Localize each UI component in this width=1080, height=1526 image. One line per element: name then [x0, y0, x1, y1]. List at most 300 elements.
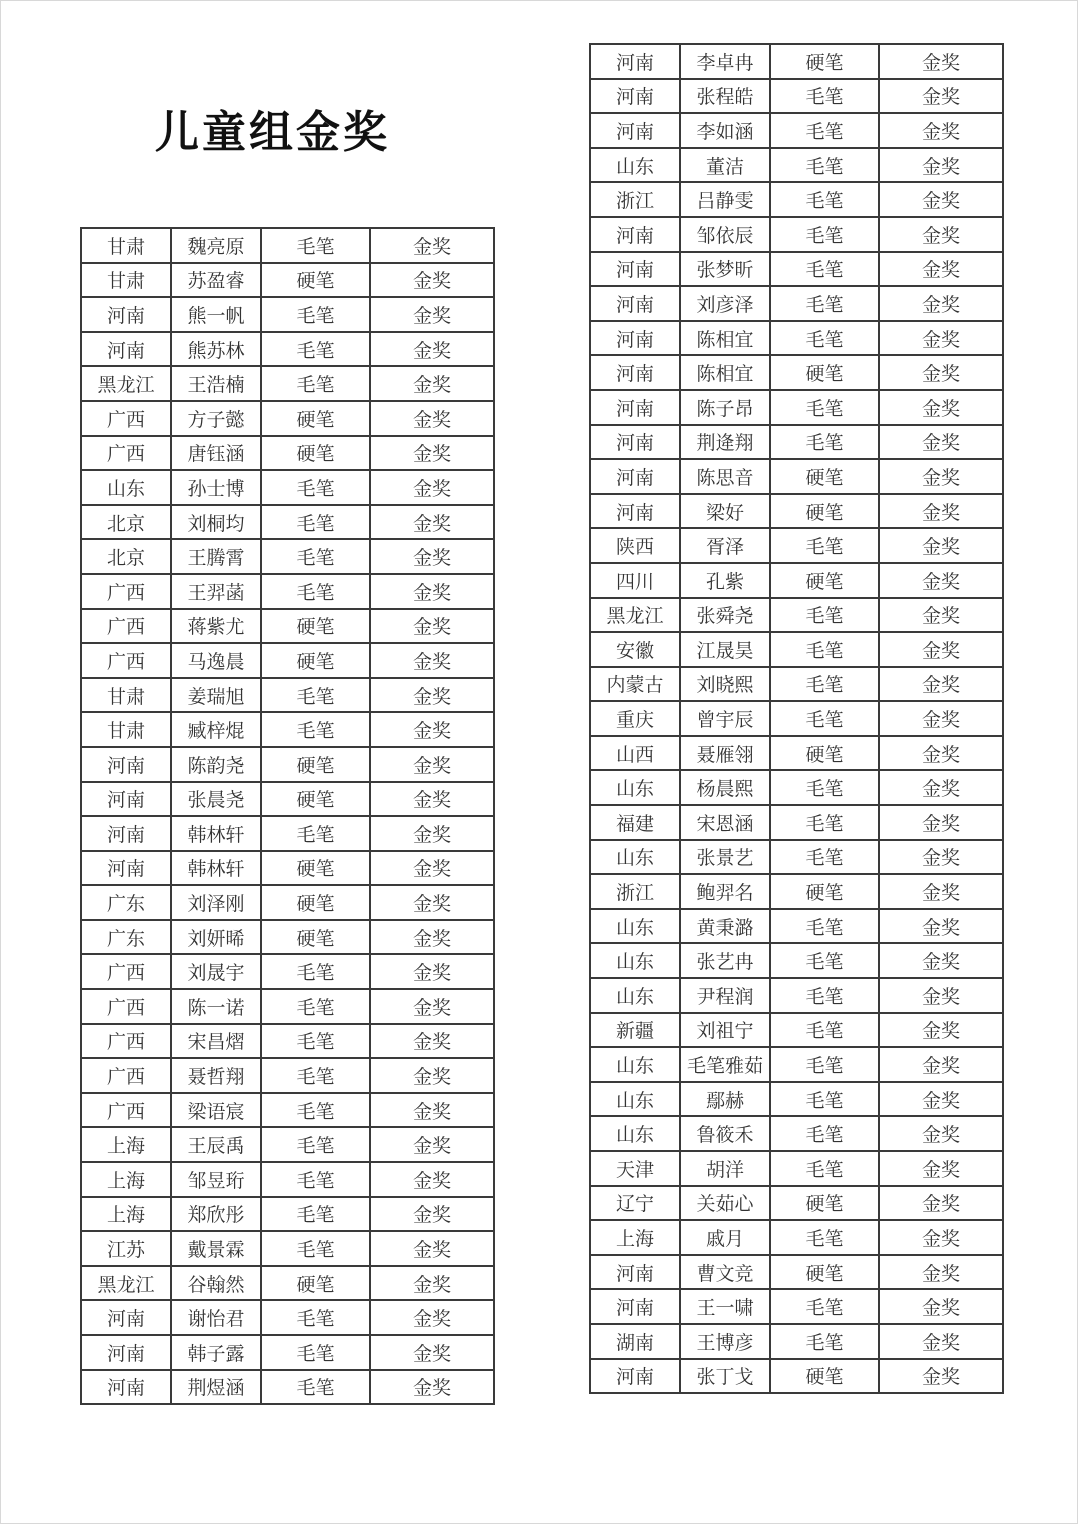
name-cell: 王一啸: [680, 1289, 770, 1324]
province-cell: 福建: [590, 805, 680, 840]
province-cell: 广西: [81, 574, 171, 609]
province-cell: 甘肃: [81, 263, 171, 298]
table-row: [81, 782, 494, 817]
table-row: [81, 1127, 494, 1162]
category-cell: 毛笔: [261, 574, 370, 609]
province-cell: 河南: [590, 425, 680, 460]
award-cell: 金奖: [370, 851, 494, 886]
province-cell: 黑龙江: [81, 1266, 171, 1301]
category-cell: 毛笔: [770, 252, 879, 287]
table-row: [81, 954, 494, 989]
award-cell: 金奖: [370, 297, 494, 332]
province-cell: 河南: [81, 1370, 171, 1405]
province-cell: 辽宁: [590, 1186, 680, 1221]
category-cell: 毛笔: [261, 1058, 370, 1093]
name-cell: 梁好: [680, 494, 770, 529]
category-cell: 硬笔: [261, 851, 370, 886]
table-row: [590, 1324, 1003, 1359]
name-cell: 李卓冉: [680, 44, 770, 79]
award-cell: 金奖: [879, 1289, 1003, 1324]
table-row: [590, 632, 1003, 667]
category-cell: 硬笔: [770, 494, 879, 529]
award-cell: 金奖: [879, 390, 1003, 425]
table-row: [590, 805, 1003, 840]
province-cell: 河南: [81, 851, 171, 886]
table-row: [590, 667, 1003, 702]
name-cell: 郑欣彤: [171, 1197, 261, 1232]
category-cell: 毛笔: [261, 1370, 370, 1405]
award-cell: 金奖: [879, 113, 1003, 148]
name-cell: 王羿菡: [171, 574, 261, 609]
category-cell: 毛笔: [261, 297, 370, 332]
province-cell: 安徽: [590, 632, 680, 667]
province-cell: 山东: [590, 770, 680, 805]
table-row: [81, 1024, 494, 1059]
award-cell: 金奖: [370, 1093, 494, 1128]
award-cell: 金奖: [370, 505, 494, 540]
table-row: [81, 712, 494, 747]
category-cell: 硬笔: [261, 885, 370, 920]
award-cell: 金奖: [370, 1266, 494, 1301]
page-title: 儿童组金奖: [155, 107, 390, 158]
category-cell: 毛笔: [770, 113, 879, 148]
award-cell: 金奖: [370, 1231, 494, 1266]
province-cell: 广西: [81, 401, 171, 436]
category-cell: 毛笔: [261, 1231, 370, 1266]
name-cell: 张程皓: [680, 79, 770, 114]
name-cell: 孙士博: [171, 470, 261, 505]
category-cell: 毛笔: [261, 1024, 370, 1059]
table-row: [590, 1013, 1003, 1048]
category-cell: 硬笔: [261, 782, 370, 817]
province-cell: 广西: [81, 989, 171, 1024]
table-row: [590, 1359, 1003, 1394]
name-cell: 江晟昊: [680, 632, 770, 667]
name-cell: 尹程润: [680, 978, 770, 1013]
category-cell: 毛笔: [770, 286, 879, 321]
category-cell: 毛笔: [770, 667, 879, 702]
province-cell: 河南: [590, 390, 680, 425]
table-row: [590, 113, 1003, 148]
province-cell: 山东: [590, 978, 680, 1013]
category-cell: 毛笔: [770, 79, 879, 114]
award-cell: 金奖: [879, 632, 1003, 667]
award-cell: 金奖: [370, 920, 494, 955]
table-row: [590, 528, 1003, 563]
category-cell: 毛笔: [770, 840, 879, 875]
category-cell: 毛笔: [261, 1335, 370, 1370]
category-cell: 硬笔: [770, 1186, 879, 1221]
category-cell: 硬笔: [261, 1266, 370, 1301]
category-cell: 硬笔: [261, 609, 370, 644]
table-row: [590, 943, 1003, 978]
award-cell: 金奖: [879, 494, 1003, 529]
category-cell: 毛笔: [770, 770, 879, 805]
category-cell: 硬笔: [770, 563, 879, 598]
award-cell: 金奖: [370, 885, 494, 920]
award-cell: 金奖: [879, 909, 1003, 944]
province-cell: 浙江: [590, 874, 680, 909]
award-cell: 金奖: [879, 736, 1003, 771]
province-cell: 山东: [590, 1116, 680, 1151]
table-row: [81, 816, 494, 851]
province-cell: 上海: [81, 1197, 171, 1232]
name-cell: 李如涵: [680, 113, 770, 148]
award-cell: 金奖: [879, 770, 1003, 805]
table-row: [590, 909, 1003, 944]
category-cell: 硬笔: [770, 1255, 879, 1290]
name-cell: 荆逄翔: [680, 425, 770, 460]
province-cell: 河南: [590, 1255, 680, 1290]
award-cell: 金奖: [370, 228, 494, 263]
category-cell: 毛笔: [770, 632, 879, 667]
award-cell: 金奖: [879, 528, 1003, 563]
table-row: [590, 148, 1003, 183]
name-cell: 姜瑞旭: [171, 678, 261, 713]
name-cell: 王腾霄: [171, 539, 261, 574]
category-cell: 毛笔: [770, 1047, 879, 1082]
table-row: [81, 505, 494, 540]
award-cell: 金奖: [879, 79, 1003, 114]
table-row: [81, 228, 494, 263]
name-cell: 刘彦泽: [680, 286, 770, 321]
award-cell: 金奖: [879, 701, 1003, 736]
name-cell: 王浩楠: [171, 366, 261, 401]
province-cell: 河南: [81, 332, 171, 367]
category-cell: 毛笔: [261, 1197, 370, 1232]
category-cell: 毛笔: [261, 470, 370, 505]
category-cell: 毛笔: [770, 528, 879, 563]
award-cell: 金奖: [879, 667, 1003, 702]
category-cell: 毛笔: [770, 805, 879, 840]
name-cell: 黄秉潞: [680, 909, 770, 944]
left-award-table: [80, 227, 495, 1405]
name-cell: 邹昱珩: [171, 1162, 261, 1197]
province-cell: 广东: [81, 920, 171, 955]
table-row: [590, 770, 1003, 805]
table-row: [590, 1289, 1003, 1324]
table-row: [81, 436, 494, 471]
category-cell: 毛笔: [770, 1289, 879, 1324]
table-row: [590, 321, 1003, 356]
category-cell: 毛笔: [261, 816, 370, 851]
province-cell: 河南: [590, 44, 680, 79]
award-cell: 金奖: [879, 805, 1003, 840]
award-cell: 金奖: [370, 1300, 494, 1335]
award-cell: 金奖: [879, 425, 1003, 460]
name-cell: 张景艺: [680, 840, 770, 875]
award-cell: 金奖: [879, 1220, 1003, 1255]
category-cell: 毛笔: [770, 217, 879, 252]
province-cell: 上海: [81, 1162, 171, 1197]
name-cell: 董洁: [680, 148, 770, 183]
award-cell: 金奖: [370, 989, 494, 1024]
category-cell: 毛笔: [261, 1162, 370, 1197]
category-cell: 毛笔: [261, 1300, 370, 1335]
province-cell: 上海: [590, 1220, 680, 1255]
category-cell: 毛笔: [770, 978, 879, 1013]
province-cell: 四川: [590, 563, 680, 598]
province-cell: 河南: [590, 79, 680, 114]
province-cell: 重庆: [590, 701, 680, 736]
province-cell: 陕西: [590, 528, 680, 563]
category-cell: 毛笔: [770, 1324, 879, 1359]
category-cell: 硬笔: [770, 355, 879, 390]
table-row: [590, 874, 1003, 909]
name-cell: 刘妍晞: [171, 920, 261, 955]
province-cell: 广西: [81, 643, 171, 678]
province-cell: 上海: [81, 1127, 171, 1162]
award-cell: 金奖: [879, 1255, 1003, 1290]
table-row: [590, 390, 1003, 425]
table-row: [81, 574, 494, 609]
province-cell: 河南: [81, 816, 171, 851]
name-cell: 张舜尧: [680, 598, 770, 633]
award-cell: 金奖: [370, 401, 494, 436]
award-cell: 金奖: [879, 1186, 1003, 1221]
name-cell: 杨晨熙: [680, 770, 770, 805]
name-cell: 苏盈睿: [171, 263, 261, 298]
category-cell: 毛笔: [261, 1127, 370, 1162]
table-row: [590, 1116, 1003, 1151]
name-cell: 刘泽刚: [171, 885, 261, 920]
table-row: [590, 355, 1003, 390]
province-cell: 河南: [590, 113, 680, 148]
name-cell: 胥泽: [680, 528, 770, 563]
table-row: [81, 609, 494, 644]
award-cell: 金奖: [370, 1197, 494, 1232]
name-cell: 刘祖宁: [680, 1013, 770, 1048]
table-row: [81, 1335, 494, 1370]
name-cell: 陈相宜: [680, 355, 770, 390]
table-row: [590, 1151, 1003, 1186]
name-cell: 张梦昕: [680, 252, 770, 287]
award-cell: 金奖: [370, 609, 494, 644]
name-cell: 陈子昂: [680, 390, 770, 425]
province-cell: 甘肃: [81, 712, 171, 747]
province-cell: 甘肃: [81, 678, 171, 713]
name-cell: 聂雁翎: [680, 736, 770, 771]
table-row: [81, 1093, 494, 1128]
award-cell: 金奖: [879, 1151, 1003, 1186]
name-cell: 鄢赫: [680, 1082, 770, 1117]
table-row: [590, 44, 1003, 79]
category-cell: 毛笔: [261, 678, 370, 713]
award-cell: 金奖: [879, 459, 1003, 494]
award-cell: 金奖: [879, 148, 1003, 183]
name-cell: 王辰禹: [171, 1127, 261, 1162]
award-cell: 金奖: [879, 598, 1003, 633]
name-cell: 关茹心: [680, 1186, 770, 1221]
table-row: [81, 470, 494, 505]
name-cell: 聂哲翔: [171, 1058, 261, 1093]
category-cell: 硬笔: [770, 874, 879, 909]
category-cell: 硬笔: [770, 459, 879, 494]
award-cell: 金奖: [370, 1162, 494, 1197]
award-cell: 金奖: [879, 1116, 1003, 1151]
table-row: [590, 425, 1003, 460]
award-cell: 金奖: [879, 217, 1003, 252]
award-cell: 金奖: [370, 747, 494, 782]
province-cell: 山东: [590, 148, 680, 183]
table-row: [590, 840, 1003, 875]
province-cell: 河南: [590, 459, 680, 494]
award-cell: 金奖: [879, 252, 1003, 287]
award-cell: 金奖: [879, 563, 1003, 598]
province-cell: 河南: [590, 286, 680, 321]
table-row: [81, 851, 494, 886]
award-cell: 金奖: [879, 286, 1003, 321]
category-cell: 毛笔: [770, 1082, 879, 1117]
award-cell: 金奖: [879, 355, 1003, 390]
name-cell: 刘晟宇: [171, 954, 261, 989]
name-cell: 戴景霖: [171, 1231, 261, 1266]
table-row: [81, 1162, 494, 1197]
award-cell: 金奖: [879, 1324, 1003, 1359]
award-cell: 金奖: [879, 1359, 1003, 1394]
category-cell: 毛笔: [770, 182, 879, 217]
category-cell: 毛笔: [770, 148, 879, 183]
table-row: [81, 1370, 494, 1405]
province-cell: 河南: [590, 217, 680, 252]
name-cell: 邹依辰: [680, 217, 770, 252]
province-cell: 河南: [590, 355, 680, 390]
province-cell: 广西: [81, 609, 171, 644]
category-cell: 毛笔: [770, 943, 879, 978]
table-row: [81, 920, 494, 955]
table-row: [590, 252, 1003, 287]
table-row: [590, 736, 1003, 771]
name-cell: 戚月: [680, 1220, 770, 1255]
table-row: [590, 286, 1003, 321]
name-cell: 臧梓焜: [171, 712, 261, 747]
category-cell: 毛笔: [261, 332, 370, 367]
category-cell: 毛笔: [261, 505, 370, 540]
province-cell: 广西: [81, 436, 171, 471]
name-cell: 韩林轩: [171, 851, 261, 886]
award-cell: 金奖: [370, 782, 494, 817]
category-cell: 毛笔: [261, 228, 370, 263]
province-cell: 河南: [590, 494, 680, 529]
table-row: [81, 401, 494, 436]
name-cell: 荆煜涵: [171, 1370, 261, 1405]
table-row: [81, 332, 494, 367]
province-cell: 河南: [81, 1335, 171, 1370]
award-cell: 金奖: [370, 539, 494, 574]
category-cell: 毛笔: [261, 1093, 370, 1128]
table-row: [81, 263, 494, 298]
category-cell: 硬笔: [770, 1359, 879, 1394]
category-cell: 硬笔: [261, 643, 370, 678]
table-row: [590, 217, 1003, 252]
award-cell: 金奖: [370, 1024, 494, 1059]
table-row: [81, 1266, 494, 1301]
province-cell: 甘肃: [81, 228, 171, 263]
table-row: [81, 1300, 494, 1335]
province-cell: 山东: [81, 470, 171, 505]
province-cell: 河南: [81, 782, 171, 817]
name-cell: 鲁筱禾: [680, 1116, 770, 1151]
award-cell: 金奖: [370, 263, 494, 298]
name-cell: 梁语宸: [171, 1093, 261, 1128]
category-cell: 毛笔: [770, 321, 879, 356]
name-cell: 魏亮原: [171, 228, 261, 263]
name-cell: 陈相宜: [680, 321, 770, 356]
name-cell: 陈韵尧: [171, 747, 261, 782]
table-row: [590, 494, 1003, 529]
award-cell: 金奖: [370, 712, 494, 747]
award-cell: 金奖: [879, 1082, 1003, 1117]
table-row: [81, 1231, 494, 1266]
name-cell: 王博彦: [680, 1324, 770, 1359]
award-cell: 金奖: [370, 470, 494, 505]
name-cell: 蒋紫尤: [171, 609, 261, 644]
name-cell: 韩子露: [171, 1335, 261, 1370]
province-cell: 河南: [81, 297, 171, 332]
category-cell: 毛笔: [261, 712, 370, 747]
name-cell: 刘桐均: [171, 505, 261, 540]
award-cell: 金奖: [879, 44, 1003, 79]
name-cell: 鲍羿名: [680, 874, 770, 909]
table-row: [81, 678, 494, 713]
category-cell: 毛笔: [770, 1013, 879, 1048]
award-cell: 金奖: [879, 874, 1003, 909]
province-cell: 黑龙江: [81, 366, 171, 401]
province-cell: 广西: [81, 1093, 171, 1128]
name-cell: 方子懿: [171, 401, 261, 436]
table-row: [81, 643, 494, 678]
category-cell: 毛笔: [261, 989, 370, 1024]
table-row: [590, 459, 1003, 494]
award-cell: 金奖: [370, 436, 494, 471]
table-row: [590, 978, 1003, 1013]
category-cell: 毛笔: [770, 1116, 879, 1151]
province-cell: 河南: [590, 321, 680, 356]
province-cell: 河南: [590, 1359, 680, 1394]
province-cell: 北京: [81, 505, 171, 540]
award-cell: 金奖: [879, 1047, 1003, 1082]
category-cell: 毛笔: [770, 425, 879, 460]
award-cell: 金奖: [370, 366, 494, 401]
category-cell: 毛笔: [770, 390, 879, 425]
province-cell: 天津: [590, 1151, 680, 1186]
name-cell: 张艺冉: [680, 943, 770, 978]
award-cell: 金奖: [879, 182, 1003, 217]
table-row: [590, 182, 1003, 217]
name-cell: 熊一帆: [171, 297, 261, 332]
name-cell: 宋恩涵: [680, 805, 770, 840]
province-cell: 河南: [590, 252, 680, 287]
table-row: [81, 1058, 494, 1093]
award-cell: 金奖: [370, 1058, 494, 1093]
award-cell: 金奖: [879, 840, 1003, 875]
name-cell: 毛笔雅茹: [680, 1047, 770, 1082]
award-cell: 金奖: [370, 954, 494, 989]
table-row: [81, 297, 494, 332]
province-cell: 江苏: [81, 1231, 171, 1266]
award-cell: 金奖: [879, 1013, 1003, 1048]
table-row: [81, 539, 494, 574]
category-cell: 毛笔: [261, 954, 370, 989]
category-cell: 毛笔: [770, 1220, 879, 1255]
award-cell: 金奖: [370, 643, 494, 678]
award-cell: 金奖: [370, 1370, 494, 1405]
province-cell: 内蒙古: [590, 667, 680, 702]
table-row: [81, 366, 494, 401]
award-cell: 金奖: [879, 321, 1003, 356]
table-row: [590, 598, 1003, 633]
table-row: [81, 989, 494, 1024]
